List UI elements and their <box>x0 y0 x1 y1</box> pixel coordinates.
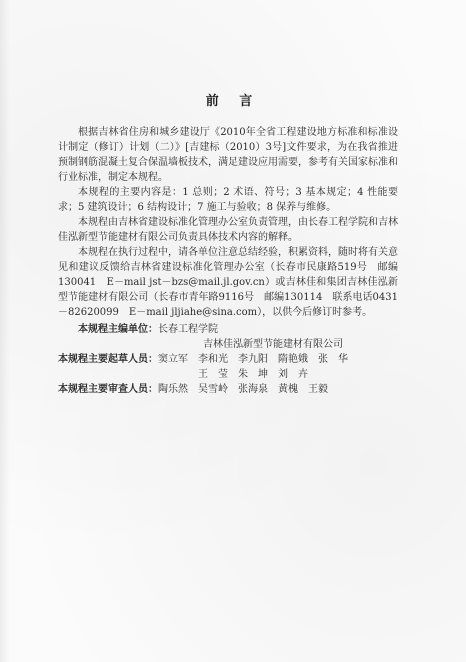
paragraph-basis: 根据吉林省住房和城乡建设厅《2010年全省工程建设地方标准和标准设计制定（修订）计划（二）》[吉建标（2010）3号]文件要求，为在我省推进预制钢筋混凝土复合保温墙板技术，满足建设应用需要，参考有关国家标准和行业标准，制定本规程。 <box>58 127 398 183</box>
drafters-line2-row <box>58 367 398 382</box>
reviewers-line1: 陶乐然 吴雪岭 张海泉 黄槐 王毅 <box>158 384 328 395</box>
drafters-row <box>58 352 398 367</box>
drafters-label: 本规程主要起草人员： <box>58 354 158 365</box>
chief-editor-row <box>58 322 398 337</box>
reviewers-row <box>58 382 398 397</box>
chief-editor-unit1: 长春工程学院 <box>158 324 218 335</box>
chief-editor-unit2-row <box>58 337 398 352</box>
chief-editor-label: 本规程主编单位： <box>78 324 158 335</box>
drafters-line1: 窦立军 李和光 李九阳 隋艳娥 张 华 <box>158 354 348 365</box>
page-title: 前 言 <box>205 94 261 109</box>
paragraph-contents: 本规程的主要内容是：1 总则；2 术语、符号；3 基本规定；4 性能要求；5 建筑设计；6 结构设计；7 施工与验收；8 保养与维修。 <box>58 187 398 213</box>
chief-editor-unit2: 吉林佳泓新型节能建材有限公司 <box>203 339 343 350</box>
preface-body <box>58 125 398 397</box>
drafters-line2: 王 莹 朱 坤 刘 卉 <box>198 369 308 380</box>
reviewers-label: 本规程主要审查人员： <box>58 384 158 395</box>
paragraph-management: 本规程由吉林省建设标准化管理办公室负责管理，由长春工程学院和吉林佳泓新型节能建材有限公司负责具体技术内容的解释。 <box>58 217 398 243</box>
paragraph-feedback: 本规程在执行过程中，请各单位注意总结经验，积累资料，随时将有关意见和建议反馈给吉林省建设标准化管理办公室（长春市民康路519号 邮编130041 E－mail jst－bzs@mail.jl.gov.cn）或吉林佳和集团吉林佳泓新型节能建材有限公司（长春市青年路9116号 邮编130114 联系电话0431－82620099 E－mail jljiahe@sina.com），以供今后修订时参考。 <box>58 247 398 318</box>
